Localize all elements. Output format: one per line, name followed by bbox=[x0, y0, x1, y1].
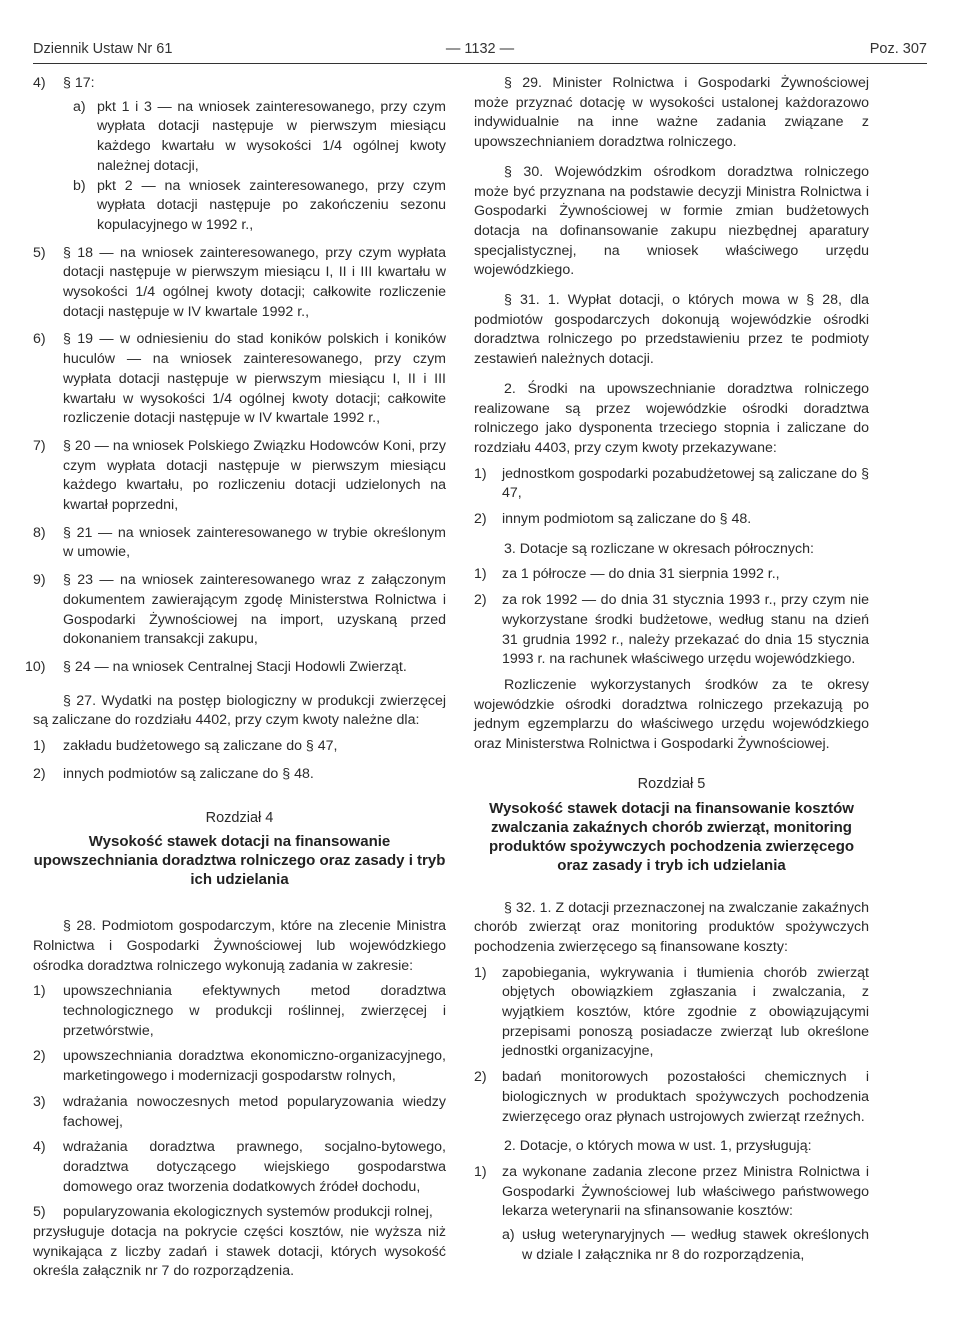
list-item bbox=[33, 1047, 446, 1086]
item-text: pkt 2 — na wniosek zainteresowanego, przy czym wypłata dotacji następuje po zakończeniu sezonu kopulacyjnego w 1992 r., bbox=[97, 177, 446, 233]
list-item bbox=[33, 177, 446, 236]
paragraph-s32-1: § 32. 1. Z dotacji przeznaczonej na zwalczanie zakaźnych chorób zwierząt oraz monitoring produktów spożywczych pochodzenia zwierzęcego są finansowane koszty: bbox=[474, 899, 869, 955]
chapter-heading: Rozdział 5 bbox=[637, 775, 706, 792]
item-number: 1) bbox=[474, 465, 487, 482]
item-number: a) bbox=[502, 1227, 515, 1244]
page-header bbox=[33, 41, 927, 63]
list-item bbox=[33, 244, 446, 323]
item-text: zakładu budżetowego są zaliczane do § 47, bbox=[63, 738, 338, 755]
paragraph-s28-end: przysługuje dotacja na pokrycie części kosztów, nie wyższa niż wynikająca z liczby zadań i stawek dotacji, których wysokość określa załącznik nr 7 do rozporządzenia. bbox=[33, 1224, 446, 1280]
list-item bbox=[474, 510, 869, 530]
item-number: 9) bbox=[33, 572, 46, 589]
journal-title: Dziennik Ustaw Nr 61 bbox=[33, 41, 173, 57]
item-number: 5) bbox=[33, 244, 46, 261]
item-number: 4) bbox=[33, 75, 46, 91]
list-item bbox=[474, 1226, 869, 1265]
item-number: 2) bbox=[33, 1048, 46, 1065]
item-text: popularyzowania ekologicznych systemów produkcji rolnej, bbox=[63, 1204, 433, 1221]
list-item bbox=[474, 565, 869, 585]
paragraph-s29: § 29. Minister Rolnictwa i Gospodarki Żywnościowej może przyznać dotację w wysokości ustalonej każdorazowo indywidualnie na inne ważne zadania związane z upowszechnianiem doradztwa rolniczego. bbox=[474, 75, 869, 151]
list-item bbox=[33, 74, 446, 94]
item-number: 2) bbox=[474, 511, 487, 528]
chapter-title: Wysokość stawek dotacji na finansowanie kosztów zwalczania zakaźnych chorób zwierząt, monitoring produktów spożywczych pochodzenia zwierzęcego oraz zasady i tryb ich udzielania bbox=[488, 799, 855, 874]
paragraph-s31-1: § 31. 1. Wypłat dotacji, o których mowa w § 28, dla podmiotów gospodarczych dokonują wojewódzkie ośrodki doradztwa rolniczego po przedstawieniu przez te podmioty zestawień należnych dotacji. bbox=[474, 292, 869, 368]
paragraph-s32-2: 2. Dotacje, o których mowa w ust. 1, przysługują: bbox=[504, 1138, 812, 1155]
item-text: innym podmiotom są zaliczane do § 48. bbox=[502, 511, 752, 528]
item-number: 5) bbox=[33, 1204, 46, 1221]
item-number: 1) bbox=[474, 566, 487, 583]
list-item bbox=[33, 524, 446, 563]
right-column bbox=[474, 74, 869, 1265]
list-item bbox=[33, 737, 446, 757]
list-item bbox=[33, 98, 446, 177]
item-text: upowszechniania efektywnych metod doradztwa technologicznego w produkcji roślinnej, zwierzęcej i przetwórstwie, bbox=[63, 983, 446, 1039]
paragraph-s31-3: 3. Dotacje są rozliczane w okresach półrocznych: bbox=[504, 540, 814, 557]
list-item bbox=[33, 330, 446, 429]
page-number: — 1132 — bbox=[445, 41, 515, 57]
item-text: usług weterynaryjnych — według stawek określonych w dziale I załącznika nr 8 do rozporządzenia, bbox=[522, 1227, 869, 1263]
item-text: § 17: bbox=[63, 75, 95, 91]
item-text: § 24 — na wniosek Centralnej Stacji Hodowli Zwierząt. bbox=[63, 658, 407, 675]
chapter-heading: Rozdział 4 bbox=[205, 809, 274, 826]
paragraph-s28: § 28. Podmiotom gospodarczym, które na zlecenie Ministra Rolnictwa i Gospodarki Żywnościowej lub wojewódzkiego ośrodka doradztwa rolniczego wykonują zadania w zakresie: bbox=[33, 918, 446, 974]
list-item bbox=[33, 765, 446, 785]
header-rule bbox=[33, 63, 927, 64]
list-item bbox=[33, 437, 446, 516]
item-text: § 23 — na wniosek zainteresowanego wraz z załączonym dokumentem zawierającym zgodę Ministerstwa Rolnictwa i Gospodarki Żywnościowej na import, uzyskaną przed dokonaniem transakcji zakupu, bbox=[63, 572, 446, 648]
list-item bbox=[474, 1163, 869, 1222]
item-number: 2) bbox=[474, 1069, 487, 1086]
item-text: za wykonane zadania zlecone przez Ministra Rolnictwa i Gospodarki Żywnościowej lub właściwego państwowego lekarza weterynarii na sfinansowanie kosztów: bbox=[502, 1163, 869, 1220]
item-text: upowszechniania doradztwa ekonomiczno-organizacyjnego, marketingowego i modernizacji gospodarstw rolnych, bbox=[63, 1048, 446, 1085]
item-text: jednostkom gospodarki pozabudżetowej są zaliczane do § 47, bbox=[502, 465, 869, 502]
item-text: pkt 1 i 3 — na wniosek zainteresowanego, przy czym wypłata dotacji następuje w pierwszym miesiącu każdego kwartału w wysokości 1/4 ogólnej kwoty należnej dotacji, bbox=[97, 98, 446, 174]
item-text: badań monitorowych pozostałości chemicznych i biologicznych w produktach spożywczych pochodzenia zwierzęcego oraz płynach ustrojowych zwierząt rzeźnych. bbox=[502, 1069, 869, 1125]
list-item bbox=[33, 1093, 446, 1132]
item-number: 7) bbox=[33, 437, 46, 454]
item-number: 1) bbox=[474, 1163, 487, 1180]
list-item bbox=[474, 1068, 869, 1127]
item-number: 1) bbox=[33, 738, 46, 755]
list-item bbox=[474, 591, 869, 670]
item-number: b) bbox=[73, 177, 86, 194]
item-text: innych podmiotów są zaliczane do § 48. bbox=[63, 765, 314, 782]
item-text: zapobiegania, wykrywania i tłumienia chorób zwierząt objętych obowiązkiem zgłaszania i zwalczania, z wyjątkiem kosztów, które zgodnie z obowiązującymi przepisami ponoszą posiadacze zwierząt lub określone jednostki organizacyjne, bbox=[502, 964, 869, 1060]
paragraph-s30: § 30. Wojewódzkim ośrodkom doradztwa rolniczego może być przyznana na podstawie decyzji Ministra Rolnictwa i Gospodarki Żywnościowej w formie zmian budżetowych dotacja na dofinansowanie zakupu niezbędnej aparatury specjalistycznej, na wniosek właściwego urzędu wojewódzkiego. bbox=[474, 163, 869, 279]
item-text: za rok 1992 — do dnia 31 stycznia 1993 r., przy czym nie wykorzystane środki budżetowe, według stanu na dzień 31 grudnia 1992 r., należy przekazać do dnia 15 stycznia 1993 r. na rachunek właściwego urzędu wojewódzkiego. bbox=[502, 592, 869, 668]
item-number: 2) bbox=[33, 765, 46, 782]
item-number: 2) bbox=[474, 592, 487, 609]
position-number: Poz. 307 bbox=[869, 41, 927, 57]
paragraph-s27: § 27. Wydatki na postęp biologiczny w produkcji zwierzęcej są zaliczane do rozdziału 4402, przy czym kwoty należne dla: bbox=[33, 692, 446, 729]
list-item bbox=[25, 658, 446, 678]
item-number: 1) bbox=[474, 964, 487, 981]
paragraph-s31-end: Rozliczenie wykorzystanych środków za te okresy wojewódzkie ośrodki doradztwa rolniczego przekazują po jednym egzemplarzu do właściwego urzędu wojewódzkiego oraz Ministerstwa Rolnictwa i Gospodarki Żywnościowej. bbox=[474, 676, 869, 753]
list-item bbox=[33, 1203, 446, 1223]
list-item bbox=[474, 465, 869, 504]
item-text: za 1 półrocze — do dnia 31 sierpnia 1992 r., bbox=[502, 566, 780, 583]
chapter-title: Wysokość stawek dotacji na finansowanie upowszechniania doradztwa rolniczego oraz zasady i tryb ich udzielania bbox=[33, 833, 446, 889]
list-item bbox=[33, 1138, 446, 1197]
item-number: 3) bbox=[33, 1093, 46, 1110]
item-text: § 20 — na wniosek Polskiego Związku Hodowców Koni, przy czym wypłata dotacji następuje w pierwszym miesiącu każdego kwartału, po rozliczeniu dotacji udzielonych na kwartał poprzedni, bbox=[63, 437, 446, 514]
left-column bbox=[25, 74, 446, 1282]
list-item bbox=[474, 964, 869, 1063]
item-text: wdrażania doradztwa prawnego, socjalno-bytowego, doradztwa dotyczącego wiejskiego gospodarstwa domowego oraz tworzenia dodatkowych źródeł dochodu, bbox=[63, 1139, 446, 1195]
list-item bbox=[33, 571, 446, 650]
item-number: 6) bbox=[33, 331, 46, 348]
paragraph-s31-2: 2. Środki na upowszechnianie doradztwa rolniczego realizowane są przez wojewódzkie ośrodki doradztwa rolniczego jako dysponenta trzeciego stopnia i zaliczane do rozdziału 4403, przy czym kwoty przekazywane: bbox=[474, 380, 869, 456]
list-item bbox=[33, 982, 446, 1041]
item-text: wdrażania nowoczesnych metod popularyzowania wiedzy fachowej, bbox=[63, 1093, 446, 1130]
item-number: 8) bbox=[33, 524, 46, 541]
item-text: § 21 — na wniosek zainteresowanego w trybie określonym w umowie, bbox=[63, 524, 446, 561]
item-number: 10) bbox=[25, 658, 46, 675]
item-number: a) bbox=[73, 98, 86, 115]
item-text: § 19 — w odniesieniu do stad koników polskich i koników huculów — na wniosek zainteresowanego, przy czym wypłata dotacji następuje w pierwszym miesiącu I, II i III kwartału w wysokości 1/4 ogólnej kwoty dotacji; całkowite rozliczenie dotacji następuje w IV kwartale 1992 r., bbox=[63, 331, 446, 427]
item-number: 1) bbox=[33, 983, 46, 1000]
item-text: § 18 — na wniosek zainteresowanego, przy czym wypłata dotacji następuje w pierwszym miesiącu I, II i III kwartału w wysokości 1/4 ogólnej kwoty dotacji; całkowite rozliczenie dotacji następuje w IV kwartale 1992 r., bbox=[63, 244, 446, 320]
item-number: 4) bbox=[33, 1139, 46, 1156]
